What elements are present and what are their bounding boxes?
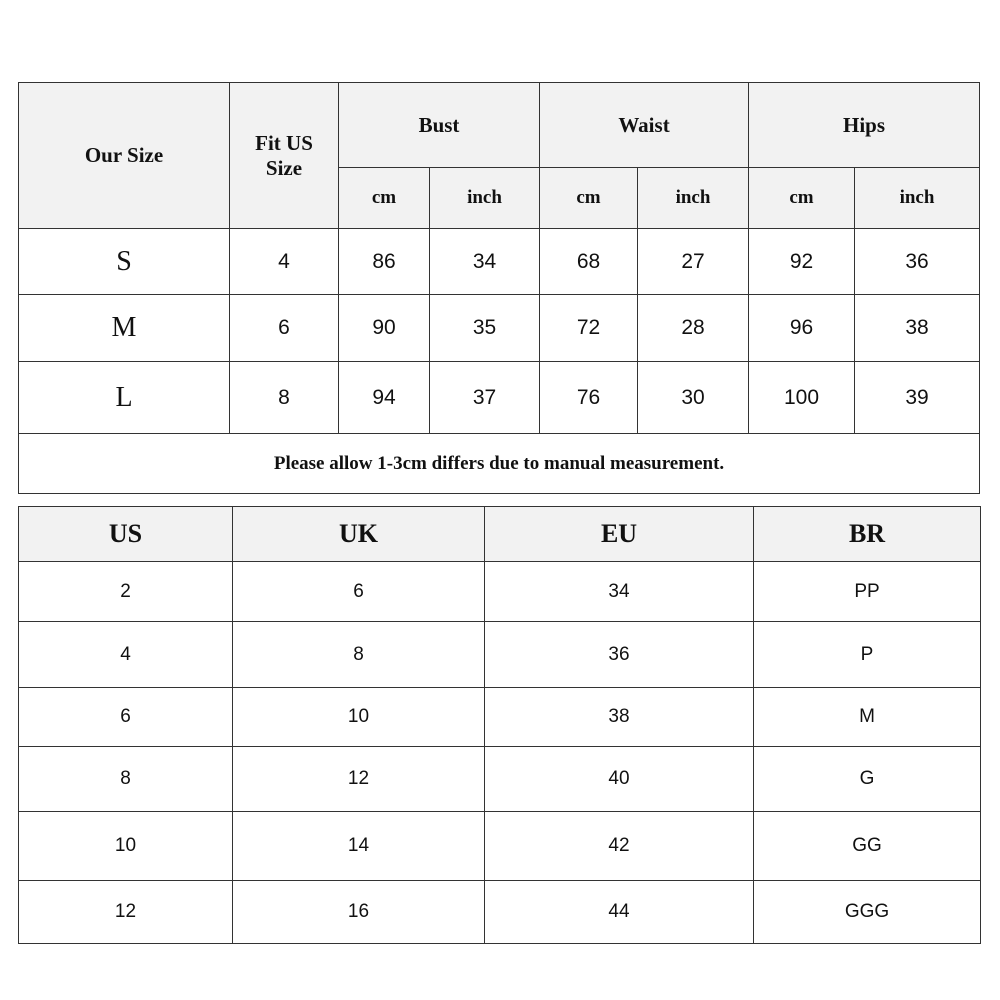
header-us: US — [19, 507, 233, 562]
header-hips: Hips — [749, 83, 980, 168]
br-value: GGG — [754, 881, 981, 944]
bust-inch-value: 37 — [430, 362, 540, 434]
bust-inch-value: 35 — [430, 295, 540, 362]
table-row — [19, 812, 981, 881]
waist-inch-value: 27 — [638, 229, 749, 295]
us-value: 12 — [19, 881, 233, 944]
header-bust: Bust — [339, 83, 540, 168]
size-measurement-table — [18, 82, 980, 494]
eu-value: 34 — [485, 562, 754, 622]
uk-value: 12 — [233, 747, 485, 812]
waist-inch-value: 28 — [638, 295, 749, 362]
br-value: M — [754, 688, 981, 747]
us-value: 6 — [19, 688, 233, 747]
bust-inch-value: 34 — [430, 229, 540, 295]
header-eu: EU — [485, 507, 754, 562]
size-conversion-table — [18, 506, 981, 944]
br-value: P — [754, 622, 981, 688]
eu-value: 42 — [485, 812, 754, 881]
measurement-note: Please allow 1-3cm differs due to manual measurement. — [19, 434, 980, 494]
us-value: 8 — [19, 747, 233, 812]
br-value: GG — [754, 812, 981, 881]
bust-cm-value: 90 — [339, 295, 430, 362]
size-label: L — [19, 362, 230, 434]
hips-cm-value: 92 — [749, 229, 855, 295]
header-br: BR — [754, 507, 981, 562]
header-fit-us-size — [230, 83, 339, 229]
fit-us-size-value: 4 — [230, 229, 339, 295]
size-label: S — [19, 229, 230, 295]
header-our-size: Our Size — [19, 83, 230, 229]
hips-inch-value: 36 — [855, 229, 980, 295]
hips-inch-value: 38 — [855, 295, 980, 362]
table-row — [19, 562, 981, 622]
eu-value: 40 — [485, 747, 754, 812]
header-hips-cm: cm — [749, 168, 855, 229]
header-waist-cm: cm — [540, 168, 638, 229]
table-row — [19, 229, 980, 295]
hips-cm-value: 100 — [749, 362, 855, 434]
size-label: M — [19, 295, 230, 362]
header-bust-inch: inch — [430, 168, 540, 229]
eu-value: 44 — [485, 881, 754, 944]
uk-value: 10 — [233, 688, 485, 747]
waist-cm-value: 68 — [540, 229, 638, 295]
header-waist-inch: inch — [638, 168, 749, 229]
bust-cm-value: 94 — [339, 362, 430, 434]
eu-value: 38 — [485, 688, 754, 747]
fit-us-size-value: 6 — [230, 295, 339, 362]
waist-inch-value: 30 — [638, 362, 749, 434]
table-row — [19, 747, 981, 812]
waist-cm-value: 76 — [540, 362, 638, 434]
us-value: 4 — [19, 622, 233, 688]
header-fit-us-line2: Size — [265, 155, 303, 180]
table-row — [19, 622, 981, 688]
table-row — [19, 362, 980, 434]
bust-cm-value: 86 — [339, 229, 430, 295]
fit-us-size-value: 8 — [230, 362, 339, 434]
us-value: 10 — [19, 812, 233, 881]
uk-value: 14 — [233, 812, 485, 881]
hips-cm-value: 96 — [749, 295, 855, 362]
br-value: G — [754, 747, 981, 812]
header-waist: Waist — [540, 83, 749, 168]
header-bust-cm: cm — [339, 168, 430, 229]
br-value: PP — [754, 562, 981, 622]
header-uk: UK — [233, 507, 485, 562]
header-hips-inch: inch — [855, 168, 980, 229]
table-row — [19, 688, 981, 747]
header-fit-us-line1: Fit US — [255, 130, 313, 155]
uk-value: 8 — [233, 622, 485, 688]
table-row — [19, 295, 980, 362]
waist-cm-value: 72 — [540, 295, 638, 362]
eu-value: 36 — [485, 622, 754, 688]
table-row — [19, 881, 981, 944]
hips-inch-value: 39 — [855, 362, 980, 434]
uk-value: 6 — [233, 562, 485, 622]
us-value: 2 — [19, 562, 233, 622]
uk-value: 16 — [233, 881, 485, 944]
